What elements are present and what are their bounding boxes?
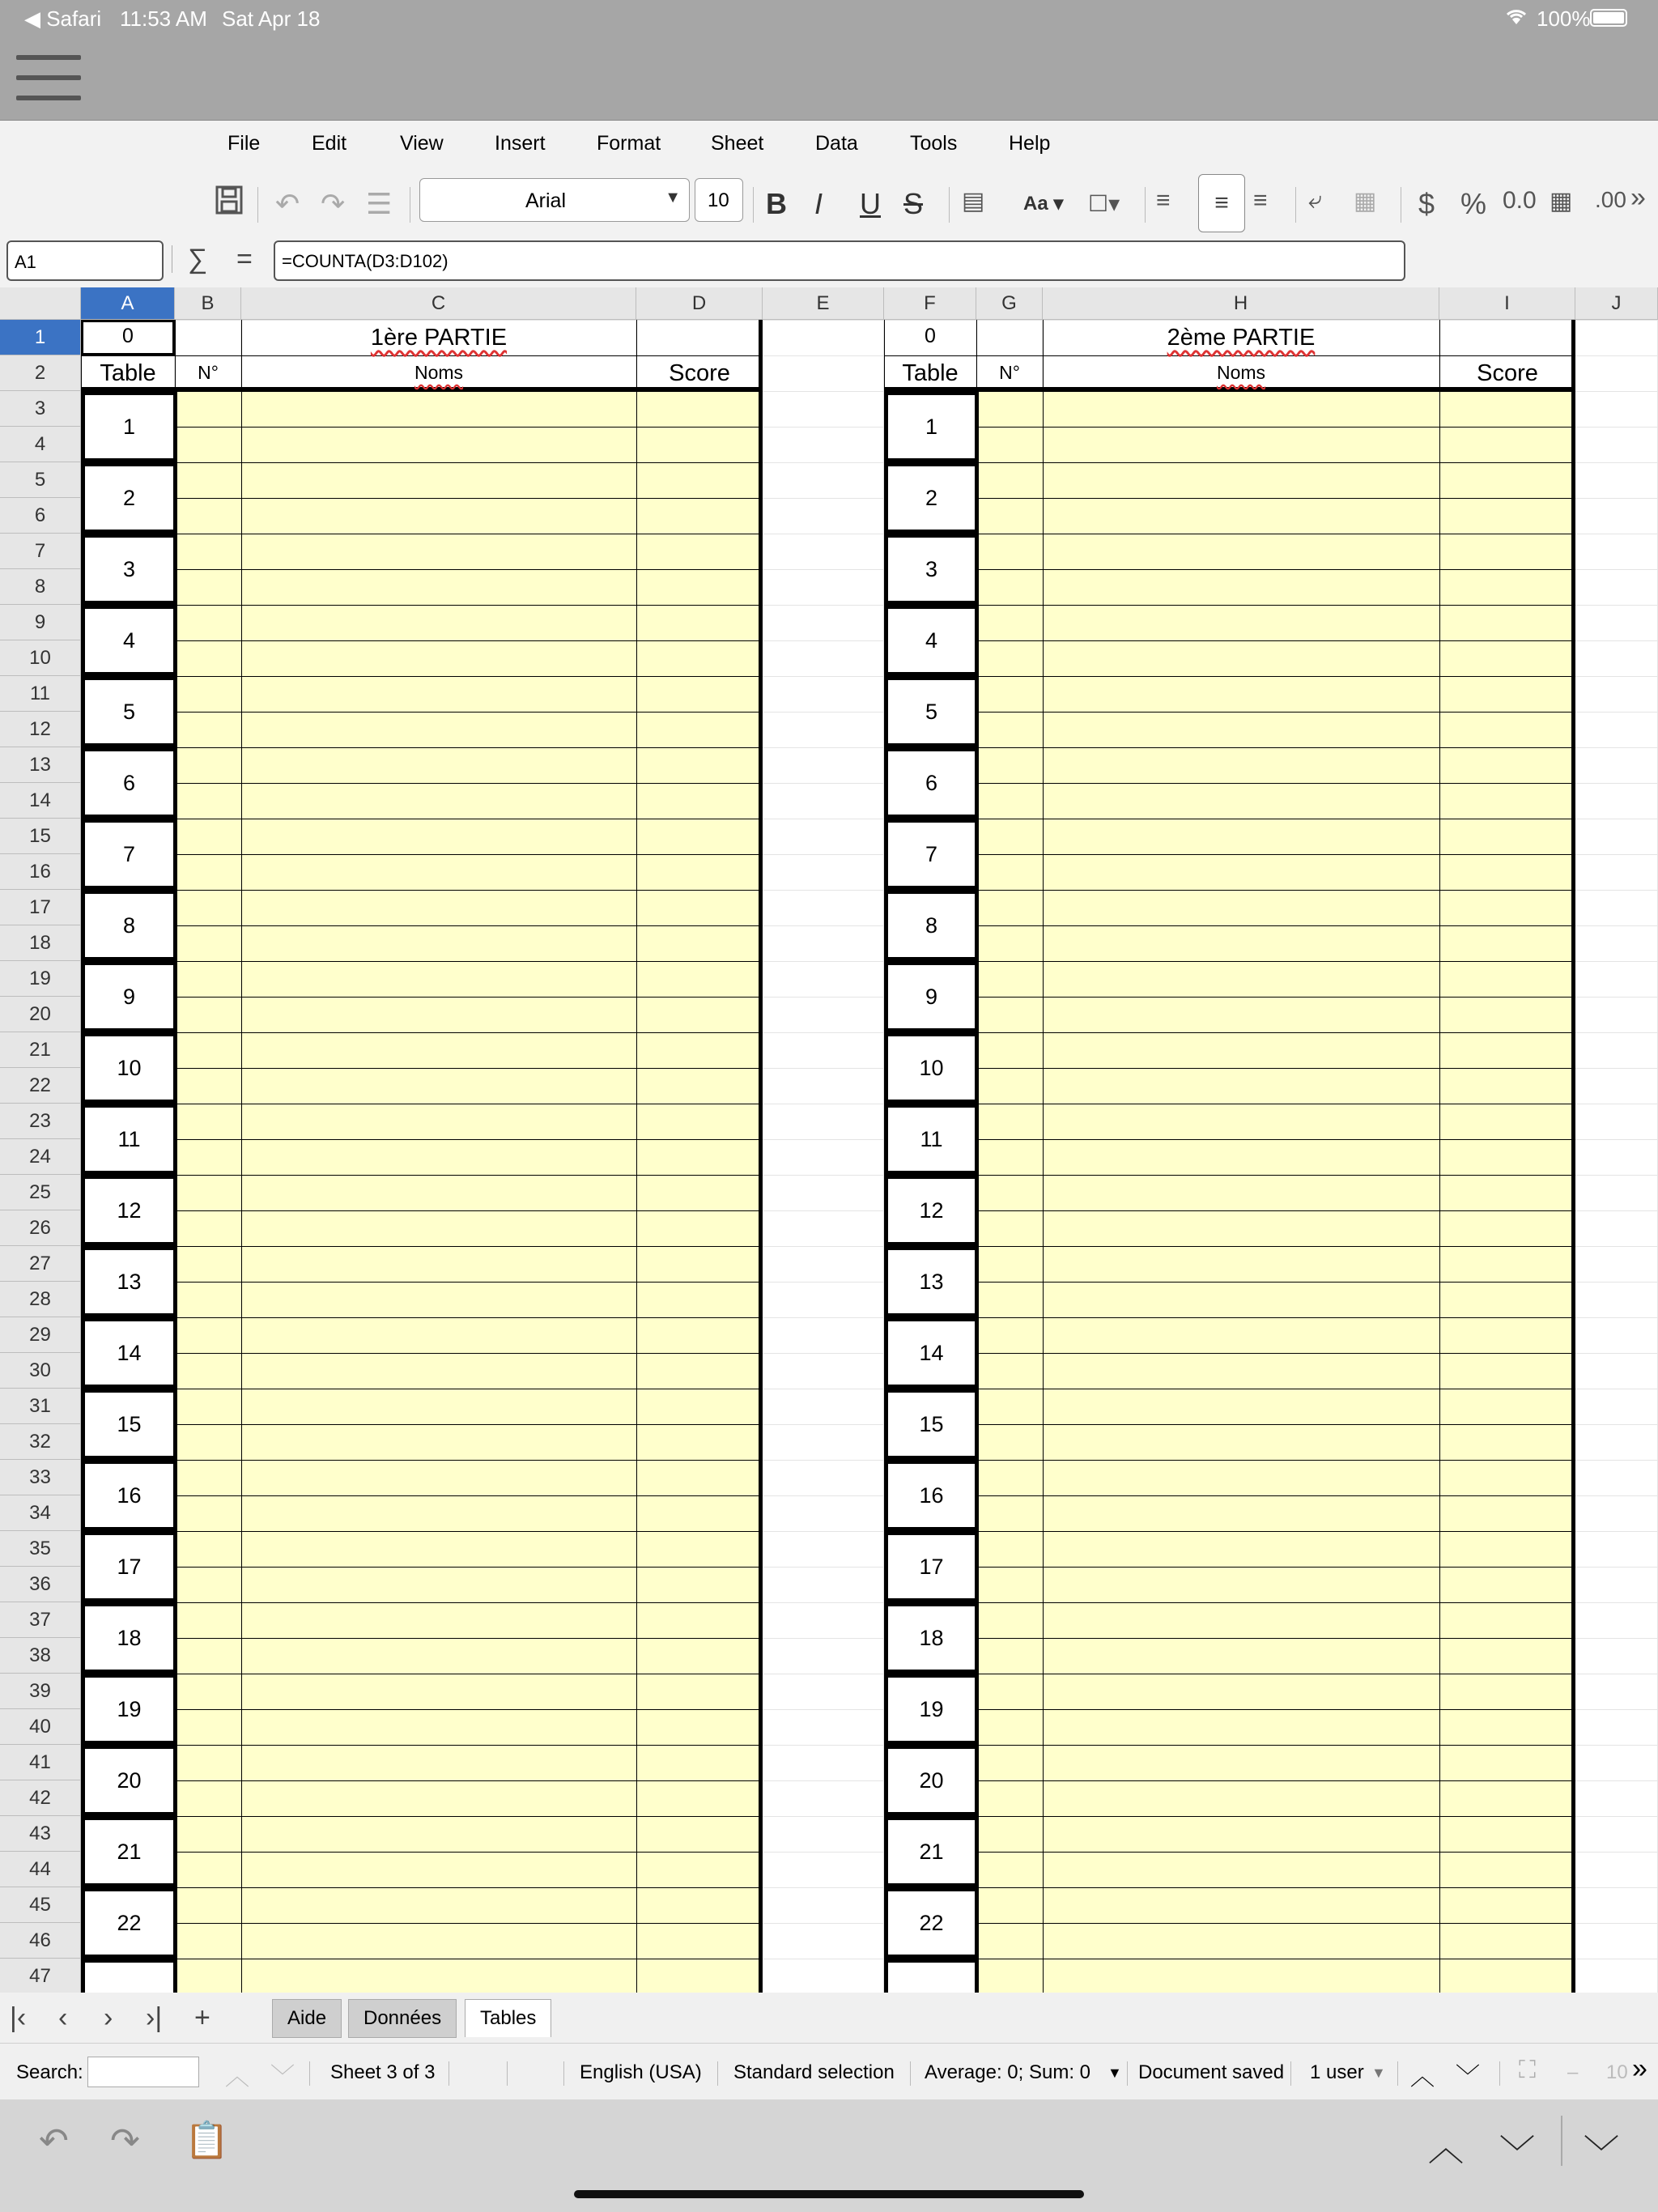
partie1-header-score: Score bbox=[669, 360, 730, 386]
row-header[interactable]: 8 bbox=[0, 569, 81, 605]
wifi-icon bbox=[1504, 6, 1528, 32]
undo-icon[interactable]: ↶ bbox=[275, 187, 300, 220]
partie2-header-score: Score bbox=[1477, 360, 1538, 386]
partie1-table-number[interactable]: 14 bbox=[81, 1317, 177, 1389]
font-size-value: 10 bbox=[708, 189, 729, 211]
menu-file[interactable]: File bbox=[227, 132, 261, 155]
row-header[interactable]: 21 bbox=[0, 1032, 81, 1068]
column-header[interactable]: D bbox=[636, 287, 763, 320]
column-header[interactable]: A bbox=[81, 287, 175, 320]
partie1-table-number[interactable]: 19 bbox=[81, 1674, 177, 1745]
column-header[interactable]: J bbox=[1575, 287, 1658, 320]
first-sheet-icon[interactable]: |‹ bbox=[10, 2002, 27, 2033]
app-header bbox=[0, 37, 1658, 121]
battery-icon bbox=[1590, 9, 1627, 27]
row-header[interactable]: 37 bbox=[0, 1602, 81, 1638]
row-header[interactable]: 12 bbox=[0, 712, 81, 747]
partie2-table-number[interactable]: 8 bbox=[884, 890, 979, 961]
toolbar bbox=[0, 169, 1658, 240]
partie2-table-number[interactable]: 16 bbox=[884, 1460, 979, 1531]
corner-cell[interactable] bbox=[0, 287, 81, 320]
partie1-header-noms: Noms bbox=[414, 362, 464, 383]
row-header[interactable]: 43 bbox=[0, 1816, 81, 1852]
column-header[interactable]: F bbox=[884, 287, 976, 320]
prev-sheet-icon[interactable]: ‹ bbox=[58, 2002, 68, 2033]
home-indicator bbox=[574, 2190, 1084, 2198]
ios-status-bar bbox=[0, 0, 1658, 37]
align-center-icon[interactable]: ≡ bbox=[1198, 174, 1245, 232]
menu-insert[interactable]: Insert bbox=[495, 132, 546, 155]
font-case-button[interactable]: Aa ▾ bbox=[1023, 193, 1064, 215]
row-header[interactable]: 45 bbox=[0, 1887, 81, 1923]
row-header[interactable]: 39 bbox=[0, 1674, 81, 1709]
keyboard-shortcut-bar bbox=[0, 2099, 1658, 2212]
bold-button[interactable]: B bbox=[766, 187, 787, 220]
search-label: Search: bbox=[16, 2061, 83, 2083]
partie2-table-number[interactable]: 10 bbox=[884, 1032, 979, 1104]
partie2-table-number[interactable]: 6 bbox=[884, 747, 979, 819]
row-header[interactable]: 42 bbox=[0, 1780, 81, 1816]
tab-tables[interactable]: Tables bbox=[465, 1999, 551, 2037]
partie2-header-noms: Noms bbox=[1216, 362, 1266, 383]
partie2-table-number[interactable]: 13 bbox=[884, 1246, 979, 1317]
row-header[interactable]: 40 bbox=[0, 1709, 81, 1745]
users-dropdown-icon[interactable]: ▼ bbox=[1371, 2065, 1386, 2081]
partie1-table-number[interactable]: 21 bbox=[81, 1816, 177, 1887]
zoom-fit-icon[interactable]: ⛶ bbox=[1519, 2057, 1536, 2083]
font-name-value: Arial bbox=[525, 189, 567, 212]
partie2-table-number[interactable]: 9 bbox=[884, 961, 979, 1032]
partie1-table-number[interactable]: 22 bbox=[81, 1887, 177, 1959]
chevron-down-icon: ▼ bbox=[665, 189, 681, 206]
last-sheet-icon[interactable]: ›| bbox=[146, 2002, 163, 2033]
column-header[interactable]: I bbox=[1439, 287, 1575, 320]
zoom-level: 10 bbox=[1606, 2061, 1628, 2083]
partie1-header-num: N° bbox=[198, 362, 219, 383]
cell-styles-icon[interactable]: ▤ bbox=[962, 188, 985, 215]
row-header[interactable]: 19 bbox=[0, 961, 81, 997]
add-decimal-icon[interactable]: .00 bbox=[1595, 187, 1626, 212]
column-header[interactable]: E bbox=[763, 287, 884, 320]
partie1-title: 1ère PARTIE bbox=[370, 325, 508, 351]
menu-tools[interactable]: Tools bbox=[910, 132, 958, 155]
next-field-icon[interactable]: ﹀ bbox=[1499, 2133, 1535, 2173]
partie2-table-number[interactable]: 22 bbox=[884, 1887, 979, 1959]
spreadsheet-grid[interactable] bbox=[0, 287, 1658, 1993]
row-header[interactable]: 10 bbox=[0, 640, 81, 676]
row-header[interactable]: 36 bbox=[0, 1567, 81, 1602]
menu-help[interactable]: Help bbox=[1009, 132, 1051, 155]
search-up-icon[interactable]: ︿ bbox=[225, 2064, 249, 2091]
borders-icon[interactable]: ☐▾ bbox=[1088, 191, 1120, 216]
font-name-box[interactable] bbox=[419, 178, 690, 222]
row-header[interactable]: 7 bbox=[0, 534, 81, 569]
merge-cells-icon[interactable]: ▦ bbox=[1354, 188, 1377, 215]
add-sheet-icon[interactable]: + bbox=[194, 2002, 210, 2033]
row-header[interactable]: 31 bbox=[0, 1389, 81, 1424]
menu-edit[interactable]: Edit bbox=[312, 132, 347, 155]
font-size-box[interactable] bbox=[695, 178, 743, 222]
partie1-table-number[interactable]: 18 bbox=[81, 1602, 177, 1674]
row-header[interactable]: 27 bbox=[0, 1246, 81, 1282]
previous-field-icon[interactable]: ︿ bbox=[1428, 2129, 1464, 2168]
status-time: 11:53 AM bbox=[120, 6, 207, 31]
sum-icon[interactable]: ∑ bbox=[188, 244, 208, 274]
partie1-header-table: Table bbox=[100, 360, 156, 386]
partie1-table-number[interactable]: 12 bbox=[81, 1175, 177, 1246]
document-status: Document saved bbox=[1138, 2061, 1285, 2083]
partie2-table-number[interactable]: 3 bbox=[884, 534, 979, 605]
partie1-table-number[interactable]: 20 bbox=[81, 1745, 177, 1816]
menu-view[interactable]: View bbox=[400, 132, 444, 155]
row-header[interactable]: 24 bbox=[0, 1139, 81, 1175]
status-date: Sat Apr 18 bbox=[222, 6, 321, 31]
hide-keyboard-icon[interactable]: ﹀ bbox=[1584, 2133, 1619, 2173]
row-header[interactable]: 25 bbox=[0, 1175, 81, 1210]
next-sheet-icon[interactable]: › bbox=[104, 2002, 113, 2033]
partie1-entry-area[interactable] bbox=[175, 391, 763, 1993]
partie1-table-number[interactable]: 11 bbox=[81, 1104, 177, 1175]
back-to-safari[interactable]: ◀ Safari bbox=[24, 6, 102, 31]
percent-format-icon[interactable]: % bbox=[1460, 187, 1487, 220]
users-indicator[interactable]: 1 user bbox=[1310, 2061, 1364, 2083]
tab-donnees[interactable]: Données bbox=[348, 1999, 457, 2038]
zoom-out-icon[interactable]: – bbox=[1567, 2061, 1579, 2083]
italic-button[interactable]: I bbox=[814, 187, 823, 220]
row-header[interactable]: 1 bbox=[0, 320, 81, 355]
sheet-indicator: Sheet 3 of 3 bbox=[330, 2061, 436, 2083]
row-header[interactable]: 4 bbox=[0, 427, 81, 462]
row-header[interactable]: 2 bbox=[0, 355, 81, 391]
partie2-table-number[interactable] bbox=[884, 1959, 979, 1993]
row-header[interactable]: 35 bbox=[0, 1531, 81, 1567]
status-line bbox=[0, 2043, 1658, 2100]
row-header[interactable]: 47 bbox=[0, 1959, 81, 1993]
partie2-table-number[interactable]: 14 bbox=[884, 1317, 979, 1389]
row-header[interactable]: 5 bbox=[0, 462, 81, 498]
partie1-table-number[interactable] bbox=[81, 1959, 177, 1993]
battery-percent: 100% bbox=[1537, 6, 1591, 31]
row-header[interactable]: 33 bbox=[0, 1460, 81, 1495]
row-header[interactable]: 15 bbox=[0, 819, 81, 854]
partie1-table-number[interactable]: 8 bbox=[81, 890, 177, 961]
partie2-table-number[interactable]: 18 bbox=[884, 1602, 979, 1674]
strikethrough-button[interactable]: S bbox=[903, 187, 924, 220]
number-format-icon[interactable]: 0.0 bbox=[1503, 187, 1537, 214]
font-case-label: Aa bbox=[1023, 193, 1048, 215]
partie2-table-number[interactable]: 7 bbox=[884, 819, 979, 890]
paste-icon[interactable]: 📋 bbox=[185, 2121, 229, 2160]
partie1-count: 0 bbox=[122, 325, 134, 347]
column-header[interactable]: G bbox=[976, 287, 1043, 320]
row-header[interactable]: 29 bbox=[0, 1317, 81, 1353]
currency-format-icon[interactable]: $ bbox=[1418, 187, 1435, 220]
partie1-table-number[interactable]: 13 bbox=[81, 1246, 177, 1317]
partie2-table-number[interactable]: 21 bbox=[884, 1816, 979, 1887]
row-header[interactable]: 34 bbox=[0, 1495, 81, 1531]
row-header[interactable]: 38 bbox=[0, 1638, 81, 1674]
partie2-entry-area[interactable] bbox=[976, 391, 1575, 1993]
selection-mode[interactable]: Standard selection bbox=[733, 2061, 895, 2083]
hamburger-menu-icon[interactable] bbox=[16, 55, 81, 116]
row-header[interactable]: 26 bbox=[0, 1210, 81, 1246]
partie2-table-number[interactable]: 17 bbox=[884, 1531, 979, 1602]
partie1-table-number[interactable]: 3 bbox=[81, 534, 177, 605]
partie2-table-number[interactable]: 4 bbox=[884, 605, 979, 676]
row-header[interactable]: 30 bbox=[0, 1353, 81, 1389]
menu-bar bbox=[0, 121, 1658, 169]
redo-icon[interactable]: ↷ bbox=[110, 2121, 140, 2161]
column-header[interactable]: H bbox=[1043, 287, 1439, 320]
partie2-table-number[interactable]: 5 bbox=[884, 676, 979, 747]
cell-reference-box[interactable]: A1 bbox=[6, 240, 164, 281]
partie1-table-number[interactable]: 10 bbox=[81, 1032, 177, 1104]
row-header[interactable]: 23 bbox=[0, 1104, 81, 1139]
wrap-text-icon[interactable]: ⤶ bbox=[1308, 187, 1322, 214]
menu-data[interactable]: Data bbox=[815, 132, 858, 155]
partie2-table-number[interactable]: 11 bbox=[884, 1104, 979, 1175]
language-indicator[interactable]: English (USA) bbox=[580, 2061, 702, 2083]
partie2-table-number[interactable]: 1 bbox=[884, 391, 979, 462]
search-down-icon[interactable]: ﹀ bbox=[270, 2064, 295, 2091]
partie2-header-table: Table bbox=[902, 360, 959, 386]
partie1-table-number[interactable]: 15 bbox=[81, 1389, 177, 1460]
formula-bar bbox=[0, 239, 1658, 287]
row-header[interactable]: 22 bbox=[0, 1068, 81, 1104]
partie1-table-number[interactable]: 2 bbox=[81, 462, 177, 534]
partie2-header-num: N° bbox=[999, 362, 1020, 383]
equals-icon[interactable]: = bbox=[236, 244, 253, 274]
search-input[interactable] bbox=[87, 2057, 199, 2087]
row-header[interactable]: 3 bbox=[0, 391, 81, 427]
clone-formatting-icon[interactable]: ☰ bbox=[366, 187, 393, 220]
underline-button[interactable]: U bbox=[860, 187, 881, 220]
save-icon[interactable] bbox=[215, 185, 243, 222]
row-header[interactable]: 6 bbox=[0, 498, 81, 534]
menu-format[interactable]: Format bbox=[597, 132, 661, 155]
tab-aide[interactable]: Aide bbox=[272, 1999, 342, 2038]
partie1-table-number[interactable]: 5 bbox=[81, 676, 177, 747]
selection-stats[interactable]: Average: 0; Sum: 0 bbox=[925, 2061, 1091, 2083]
partie2-table-number[interactable]: 15 bbox=[884, 1389, 979, 1460]
row-header[interactable]: 46 bbox=[0, 1923, 81, 1959]
row-header[interactable]: 13 bbox=[0, 747, 81, 783]
row-header[interactable]: 16 bbox=[0, 854, 81, 890]
partie1-table-number[interactable]: 17 bbox=[81, 1531, 177, 1602]
row-header[interactable]: 18 bbox=[0, 925, 81, 961]
column-header[interactable]: B bbox=[175, 287, 241, 320]
redo-icon[interactable]: ↷ bbox=[321, 187, 346, 220]
partie1-table-number[interactable]: 7 bbox=[81, 819, 177, 890]
formula-input[interactable]: =COUNTA(D3:D102) bbox=[274, 240, 1405, 281]
partie1-table-number[interactable]: 16 bbox=[81, 1460, 177, 1531]
partie2-count: 0 bbox=[925, 325, 936, 347]
partie2-table-number[interactable]: 19 bbox=[884, 1674, 979, 1745]
stats-dropdown-icon[interactable]: ▼ bbox=[1107, 2065, 1122, 2081]
row-header[interactable]: 28 bbox=[0, 1282, 81, 1317]
row-header[interactable]: 9 bbox=[0, 605, 81, 640]
row-header[interactable]: 11 bbox=[0, 676, 81, 712]
partie1-table-number[interactable]: 6 bbox=[81, 747, 177, 819]
menu-sheet[interactable]: Sheet bbox=[711, 132, 764, 155]
sheet-tab-bar bbox=[0, 1993, 1658, 2043]
partie1-table-number[interactable]: 9 bbox=[81, 961, 177, 1032]
row-header[interactable]: 32 bbox=[0, 1424, 81, 1460]
row-header[interactable]: 14 bbox=[0, 783, 81, 819]
partie1-table-number[interactable]: 4 bbox=[81, 605, 177, 676]
row-header[interactable]: 44 bbox=[0, 1852, 81, 1887]
partie2-title: 2ème PARTIE bbox=[1167, 325, 1316, 351]
row-header[interactable]: 17 bbox=[0, 890, 81, 925]
selected-cell-a1[interactable] bbox=[81, 320, 175, 355]
align-right-icon[interactable]: ≡ bbox=[1253, 187, 1268, 214]
more-status-icon[interactable]: » bbox=[1632, 2053, 1647, 2084]
more-tools-icon[interactable]: » bbox=[1630, 182, 1646, 213]
partie1-table-number[interactable]: 1 bbox=[81, 391, 177, 462]
row-header[interactable]: 41 bbox=[0, 1745, 81, 1780]
status-up-icon[interactable]: ︿ bbox=[1410, 2064, 1435, 2091]
undo-icon[interactable]: ↶ bbox=[39, 2121, 69, 2161]
date-format-icon[interactable]: ▦ bbox=[1550, 188, 1573, 215]
row-header[interactable]: 20 bbox=[0, 997, 81, 1032]
column-header[interactable]: C bbox=[241, 287, 636, 320]
align-left-icon[interactable]: ≡ bbox=[1156, 187, 1171, 214]
partie2-table-number[interactable]: 2 bbox=[884, 462, 979, 534]
status-down-icon[interactable]: ﹀ bbox=[1456, 2064, 1480, 2091]
partie2-table-number[interactable]: 12 bbox=[884, 1175, 979, 1246]
partie2-table-number[interactable]: 20 bbox=[884, 1745, 979, 1816]
